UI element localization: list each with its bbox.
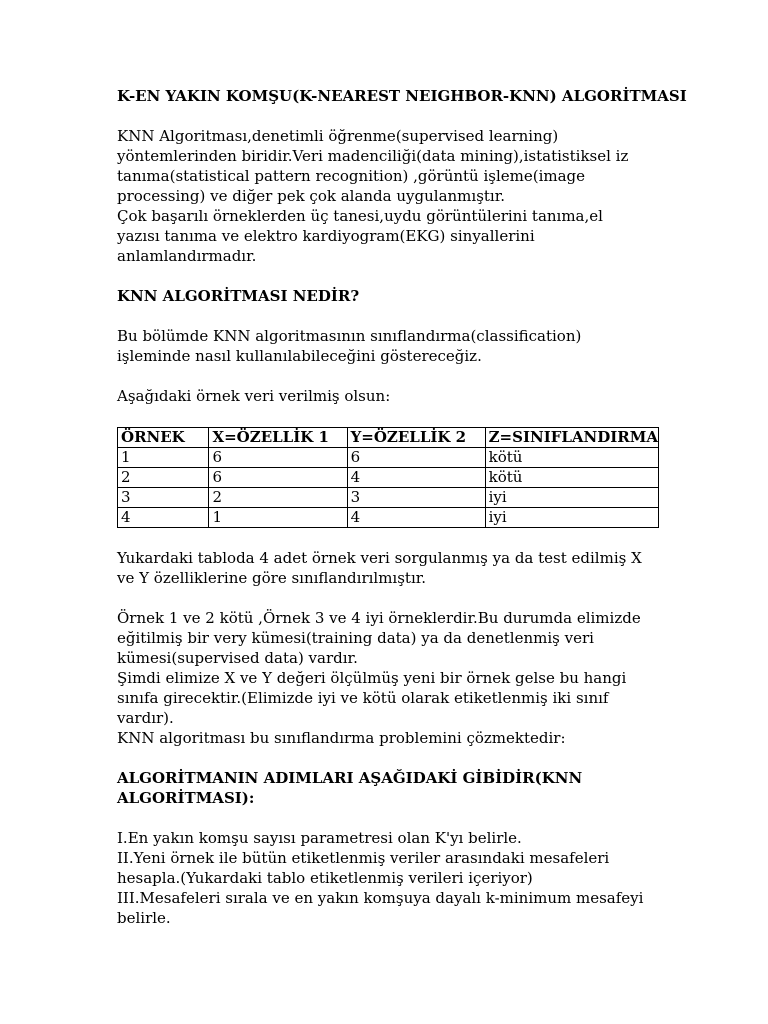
spacer [117,588,662,608]
step-line: belirle. [117,909,171,927]
table-cell: 6 [209,448,347,468]
examples-line: KNN algoritması bu sınıflandırma problemini çözmektedir: [117,729,566,747]
examples-line: sınıfa girecektir.(Elimizde iyi ve kötü olarak etiketlenmiş iki sınıf [117,689,609,707]
step-line: II.Yeni örnek ile bütün etiketlenmiş veriler arasındaki mesafeleri [117,849,610,867]
table-cell: kötü [485,448,658,468]
table-cell: 6 [347,448,485,468]
spacer [117,266,662,286]
intro-line: processing) ve diğer pek çok alanda uygulanmıştır. [117,187,506,205]
table-row [118,448,659,468]
after-table-line: ve Y özelliklerine göre sınıflandırılmıştır. [117,569,427,587]
document-page [117,86,687,928]
section1-line: Bu bölümde KNN algoritmasının sınıflandırma(classification) [117,327,582,345]
table-intro [117,386,662,406]
examples-line: Örnek 1 ve 2 kötü ,Örnek 3 ve 4 iyi örneklerdir.Bu durumda elimizde [117,609,641,627]
section-heading-text: ALGORİTMASI): [117,789,255,807]
spacer [117,406,662,426]
examples-line: kümesi(supervised data) vardır. [117,649,358,667]
intro-line: yöntemlerinden biridir.Veri madenciliği(data mining),istatistiksel iz [117,147,629,165]
spacer [117,528,662,548]
intro-line: Çok başarılı örneklerden üç tanesi,uydu görüntülerini tanıma,el [117,207,603,225]
table-cell: kötü [485,468,658,488]
table-intro-text: Aşağıdaki örnek veri verilmiş olsun: [117,387,391,405]
table-cell: 2 [209,488,347,508]
intro-line: tanıma(statistical pattern recognition) ,görüntü işleme(image [117,167,586,185]
section1-line: işleminde nasıl kullanılabileceğini göstereceğiz. [117,347,482,365]
section1-paragraph [117,326,662,366]
sample-data-table [117,427,659,528]
table-cell: 6 [209,468,347,488]
spacer [117,366,662,386]
spacer [117,748,662,768]
spacer [117,106,662,126]
table-header-cell: Z=SINIFLANDIRMA [485,428,658,448]
table-cell: iyi [485,488,658,508]
examples-line: eğitilmiş bir very kümesi(training data) ya da denetlenmiş veri [117,629,594,647]
table-cell: 4 [347,508,485,528]
title-text: K-EN YAKIN KOMŞU(K-NEAREST NEIGHBOR-KNN) ALGORİTMASI [117,87,687,105]
section-heading-text: ALGORİTMANIN ADIMLARI AŞAĞIDAKİ GİBİDİR(KNN [117,769,583,787]
steps-paragraph [117,828,662,928]
table-cell: iyi [485,508,658,528]
examples-paragraph [117,608,662,748]
examples-line: vardır). [117,709,174,727]
table-row [118,468,659,488]
table-cell: 4 [347,468,485,488]
table-cell: 1 [118,448,209,468]
section-heading-algorithm-steps [117,768,662,808]
table-header-row [118,428,659,448]
spacer [117,306,662,326]
intro-line: anlamlandırmadır. [117,247,257,265]
table-header-cell: ÖRNEK [118,428,209,448]
document-title [117,86,687,106]
step-line: III.Mesafeleri sırala ve en yakın komşuya dayalı k-minimum mesafeyi [117,889,644,907]
table-cell: 4 [118,508,209,528]
intro-line: yazısı tanıma ve elektro kardiyogram(EKG) sinyallerini [117,227,535,245]
step-line: hesapla.(Yukardaki tablo etiketlenmiş verileri içeriyor) [117,869,533,887]
table-cell: 1 [209,508,347,528]
section-heading-what-is-knn [117,286,662,306]
intro-line: KNN Algoritması,denetimli öğrenme(supervised learning) [117,127,559,145]
table-cell: 2 [118,468,209,488]
section-heading-text: KNN ALGORİTMASI NEDİR? [117,287,360,305]
intro-paragraph [117,126,662,266]
table-cell: 3 [118,488,209,508]
examples-line: Şimdi elimize X ve Y değeri ölçülmüş yeni bir örnek gelse bu hangi [117,669,627,687]
step-line: I.En yakın komşu sayısı parametresi olan K'yı belirle. [117,829,522,847]
table-header-cell: Y=ÖZELLİK 2 [347,428,485,448]
after-table-line: Yukardaki tabloda 4 adet örnek veri sorgulanmış ya da test edilmiş X [117,549,642,567]
table-cell: 3 [347,488,485,508]
table-header-cell: X=ÖZELLİK 1 [209,428,347,448]
table-row [118,508,659,528]
table-row [118,488,659,508]
after-table-paragraph [117,548,662,588]
spacer [117,808,662,828]
